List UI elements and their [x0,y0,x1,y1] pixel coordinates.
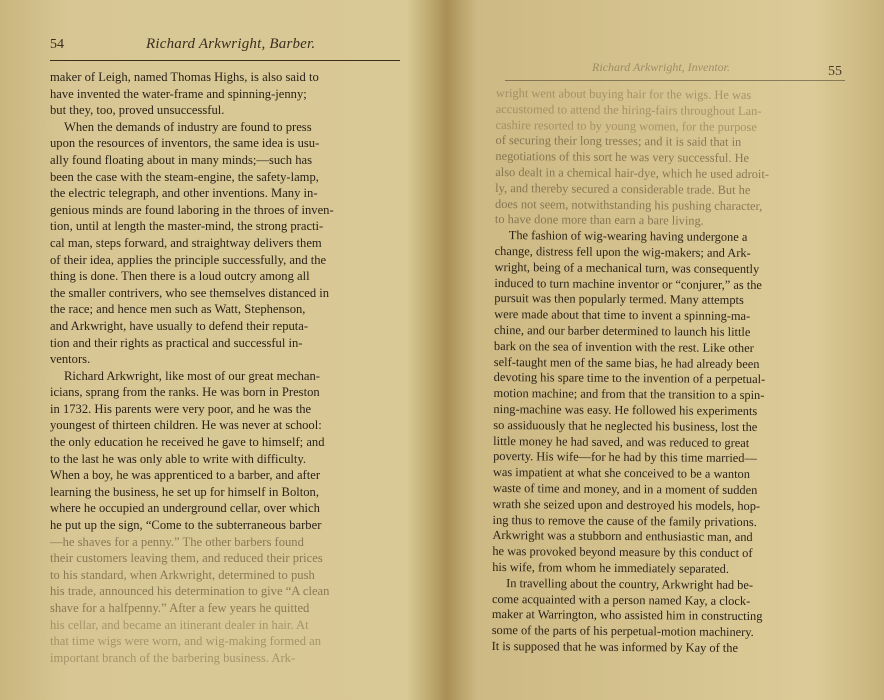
text-line: icians, sprang from the ranks. He was born in Preston [50,385,320,400]
text-line: where he occupied an underground cellar, over which [50,501,320,516]
text-line: chine, and our barber determined to launch his little [494,322,751,339]
text-line: to the last he was only able to write with difficulty. [50,451,307,466]
text-line: little money he had saved, and was reduced to great [493,433,750,450]
text-line: ly, and thereby secured a considerable trade. But he [495,180,751,197]
text-line: also dealt in a chemical hair-dye, which he used adroit- [495,164,769,182]
text-line: In travelling about the country, Arkwright had be- [506,575,754,592]
text-line: but they, too, proved unsuccessful. [50,103,225,118]
text-line: so assiduously that he neglected his business, lost the [493,417,758,434]
left-running-title: Richard Arkwright, Barber. [146,36,316,52]
text-line: his trade, announced his determination to give “A clean [50,584,330,599]
text-line: When the demands of industry are found to press [64,119,312,134]
text-line: poverty. His wife—for he had by this time married— [493,449,757,466]
text-line: ing thus to remove the cause of the family privations. [492,512,757,529]
text-line: wright went about buying hair for the wigs. He was [495,86,752,103]
right-page [442,0,884,700]
text-line: the race; and hence men such as Watt, Stephenson, [50,302,306,317]
text-line: in 1732. His parents were very poor, and he was the [50,401,312,416]
text-line: come acquainted with a person named Kay, a clock- [491,591,751,608]
text-line: cashire resorted to by young women, for the purpose [495,117,757,134]
text-line: his wife, from whom he immediately separated. [492,559,730,576]
text-line: been the case with the steam-engine, the safety-lamp, [50,169,319,184]
text-line: learning the business, he set up for himself in Bolton, [50,484,319,499]
text-line: shave for a halfpenny.” After a few years he quitted [50,601,310,615]
text-line: ally found floating about in many minds;—such has [50,152,312,167]
text-line: pursuit was then popularly termed. Many attempts [494,291,744,308]
text-line: wrath she seized upon and destroyed his models, hop- [492,496,761,513]
text-line: of securing their long tresses; and it is said that in [495,133,742,150]
text-line: negotiations of this sort he was very successful. He [495,149,750,166]
text-line: their customers leaving them, and reduced their prices [50,551,323,566]
text-line: and Arkwright, have usually to defend their reputa- [50,318,309,333]
text-line: tion, until at length the master-mind, the strong practi- [50,219,324,234]
right-header-rule [505,80,845,81]
text-line: self-taught men of the same bias, he had already been [493,354,760,371]
text-line: the smaller contrivers, who see themselves distanced in [50,285,330,300]
text-line: he was provoked beyond measure by this conduct of [492,544,753,561]
text-line: accustomed to attend the hiring-fairs throughout Lan- [495,101,762,118]
text-line: upon the resources of inventors, the same idea is usu- [50,136,320,151]
right-body-text [492,86,846,657]
text-line: Richard Arkwright, like most of our great mechan- [64,368,321,383]
text-line: some of the parts of his perpetual-motion machinery. [491,623,754,640]
text-line: maker of Leigh, named Thomas Highs, is also said to [50,70,319,84]
text-line: important branch of the barbering business. Ark- [50,650,296,665]
text-line: thing is done. Then there is a loud outcry among all [50,269,310,284]
text-line: cal man, steps forward, and straightway delivers them [50,235,322,250]
text-line: waste of time and money, and in a moment of sudden [492,480,758,497]
text-line: devoting his spare time to the invention of a perpetual- [493,370,766,387]
text-line: to have done more than earn a bare living. [494,212,704,229]
text-line: that time wigs were worn, and wig-making formed an [50,634,322,649]
text-line: to his standard, when Arkwright, determined to push [50,567,315,582]
text-line: does not seem, notwithstanding his pushing character, [495,196,763,213]
text-line: wright, being of a mechanical turn, was consequently [494,259,760,276]
text-line: ventors. [50,352,91,367]
text-line: were made about that time to invent a spinning-ma- [494,307,751,324]
text-line: It is supposed that he was informed by Kay of the [491,638,739,655]
text-line: induced to turn machine inventor or “conjurer,” as the [494,275,763,292]
text-line: the only education he received he gave to himself; and [50,435,325,450]
text-line: his cellar, and became an itinerant dealer in hair. At [50,617,309,632]
text-line: have invented the water-frame and spinning-jenny; [50,86,307,101]
right-running-title: Richard Arkwright, Inventor. [592,60,730,74]
text-line: the electric telegraph, and other inventions. Many in- [50,186,318,201]
text-line: youngest of thirteen children. He was never at school: [50,418,322,433]
text-line: tion and their rights as practical and successful in- [50,335,303,350]
text-line: maker at Warrington, who assisted him in constructing [491,607,763,624]
right-page-number: 55 [828,64,842,79]
text-line: ning-machine was easy. He followed his experiments [493,401,758,418]
text-line: he put up the sign, “Come to the subterraneous barber [50,518,322,533]
left-body-text [50,69,402,666]
left-page-number: 54 [50,37,64,52]
text-line: Arkwright was a stubborn and enthusiastic man, and [492,528,753,545]
text-line: The fashion of wig-wearing having undergone a [508,228,748,245]
text-line: motion machine; and from that the transition to a spin- [493,386,765,403]
text-line: When a boy, he was apprenticed to a barber, and after [50,468,321,483]
text-line: was impatient at what she conceived to be a wanton [492,465,751,482]
text-line: change, distress fell upon the wig-makers; and Ark- [494,243,751,260]
text-line: bark on the sea of invention with the rest. Like other [493,338,754,355]
text-line: —he shaves for a penny.” The other barbers found [50,534,304,549]
text-line: of their idea, applies the principle successfully, and the [50,252,327,267]
text-line: genious minds are found laboring in the throes of inven- [50,202,334,217]
left-header-rule [50,60,400,61]
